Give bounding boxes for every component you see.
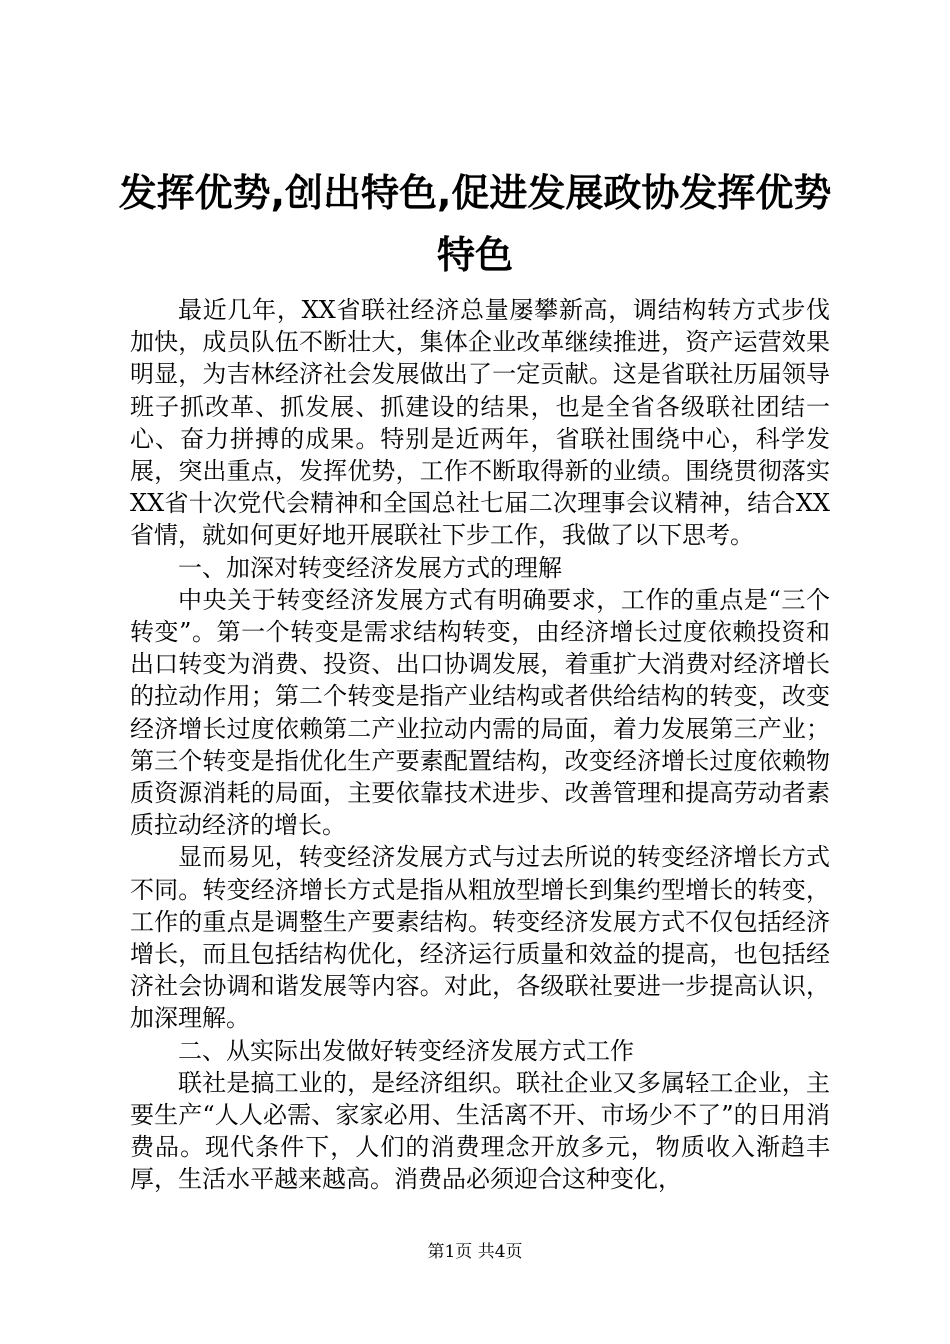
section-heading-1: 一、加深对转变经济发展方式的理解 (178, 553, 562, 582)
section-1-paragraph-1: 中央关于转变经济发展方式有明确要求，工作的重点是“三个转变”。第一个转变是需求结构转变，由经济增长过度依赖投资和出口转变为消费、投资、出口协调发展，着重扩大消费对经济增长的拉动作用；第二个转变是指产业结构或者供给结构的转变，改变经济增长过度依赖第二产业拉动内需的局面，着力发展第三产业；第三个转变是指优化生产要素配置结构，改变经济增长过度依赖物质资源消耗的局面，主要依靠技术进步、改善管理和提高劳动者素质拉动经济的增长。 (130, 585, 830, 840)
intro-paragraph: 最近几年，XX省联社经济总量屡攀新高，调结构转方式步伐加快，成员队伍不断壮大，集体企业改革继续推进，资产运营效果明显，为吉林经济社会发展做出了一定贡献。这是省联社历届领导班子抓改革、抓发展、抓建设的结果，也是全省各级联社团结一心、奋力拼搏的成果。特别是近两年，省联社围绕中心，科学发展，突出重点，发挥优势，工作不断取得新的业绩。围绕贯彻落实XX省十次党代会精神和全国总社七届二次理事会议精神，结合XX省情，就如何更好地开展联社下步工作，我做了以下思考。 (130, 296, 830, 550)
document-title: 发挥优势,创出特色,促进发展政协发挥优势特色 (118, 171, 832, 277)
document-body (130, 294, 830, 1196)
section-1-paragraph-2: 显而易见，转变经济发展方式与过去所说的转变经济增长方式不同。转变经济增长方式是指从粗放型增长到集约型增长的转变，工作的重点是调整生产要素结构。转变经济发展方式不仅包括经济增长，而且包括结构优化，经济运行质量和效益的提高，也包括经济社会协调和谐发展等内容。对此，各级联社要进一步提高认识，加深理解。 (130, 843, 830, 1033)
page-footer: 第1页 共4页 (427, 1242, 523, 1262)
section-2-paragraph-1: 联社是搞工业的，是经济组织。联社企业又多属轻工企业，主要生产“人人必需、家家必用、生活离不开、市场少不了”的日用消费品。现代条件下，人们的消费理念开放多元，物质收入渐趋丰厚，生活水平越来越高。消费品必须迎合这种变化， (130, 1068, 830, 1194)
section-heading-2: 二、从实际出发做好转变经济发展方式工作 (178, 1036, 634, 1065)
